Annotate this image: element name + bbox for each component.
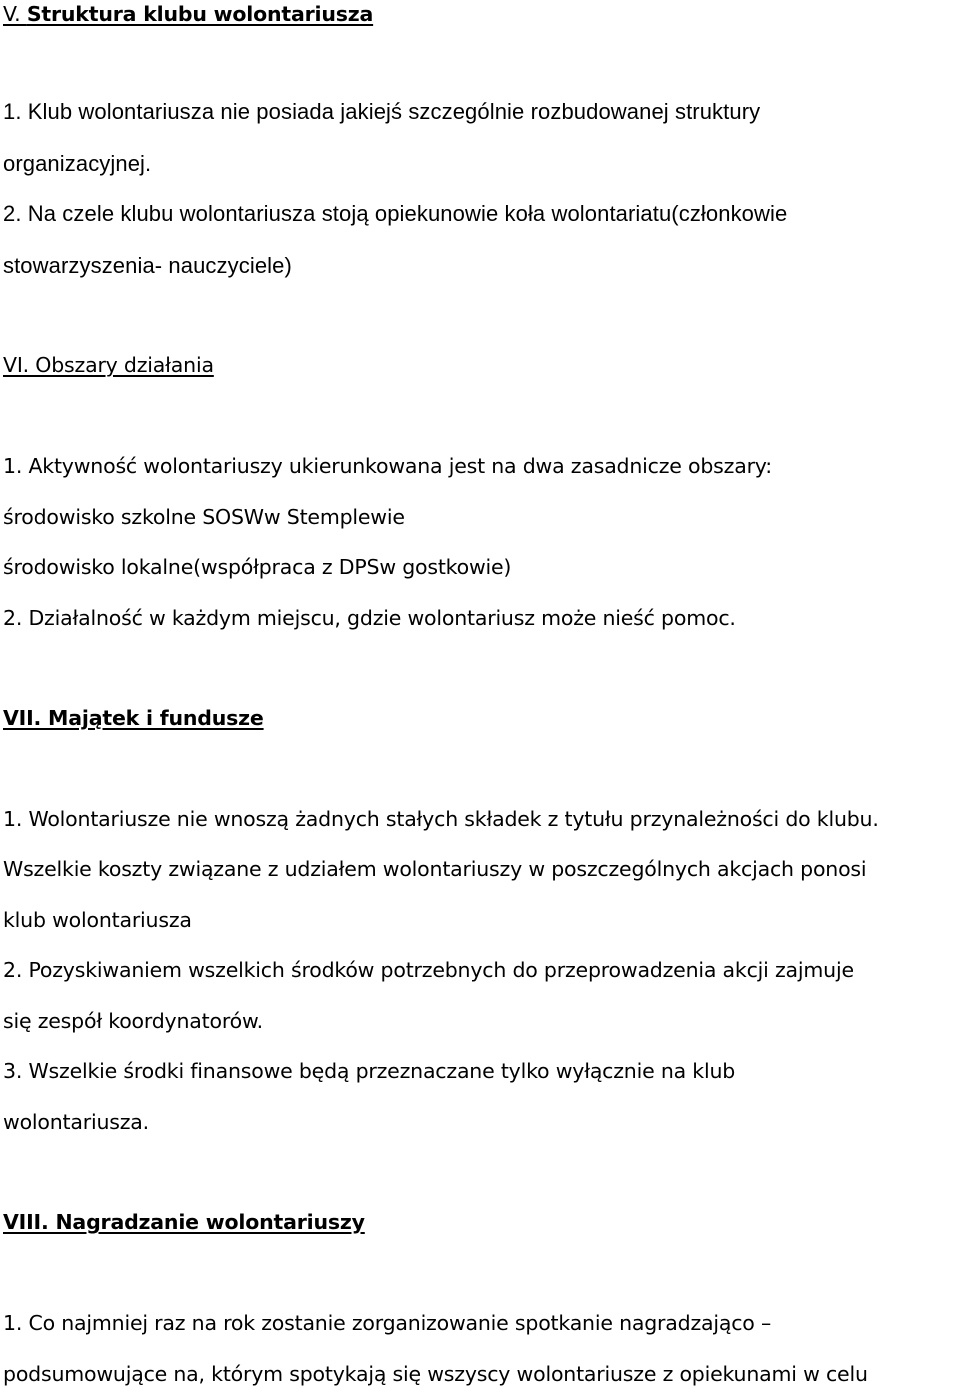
section-vi-line-2: środowisko szkolne SOSWw Stemplewie bbox=[3, 505, 405, 529]
section-vii-line-5: się zespół koordynatorów. bbox=[3, 1009, 263, 1033]
section-vii-line-7: wolontariusza. bbox=[3, 1110, 149, 1134]
section-vi-line-4: 2. Działalność w każdym miejscu, gdzie wolontariusz może nieść pomoc. bbox=[3, 606, 736, 630]
section-viii-line-2: podsumowujące na, którym spotykają się wszyscy wolontariusze z opiekunami w celu bbox=[3, 1362, 868, 1386]
section-vii-heading: VII. Majątek i fundusze bbox=[3, 706, 264, 730]
section-v-line-2: organizacyjnej. bbox=[3, 151, 152, 176]
section-vii-line-4: 2. Pozyskiwaniem wszelkich środków potrzebnych do przeprowadzenia akcji zajmuje bbox=[3, 958, 854, 982]
section-vi-heading: VI. Obszary działania bbox=[3, 353, 214, 377]
section-v-line-1: 1. Klub wolontariusza nie posiada jakiejś szczególnie rozbudowanej struktury bbox=[3, 99, 761, 124]
section-v-line-3: 2. Na czele klubu wolontariusza stoją opiekunowie koła wolontariatu(członkowie bbox=[3, 201, 788, 226]
section-vii-line-6: 3. Wszelkie środki finansowe będą przeznaczane tylko wyłącznie na klub bbox=[3, 1059, 736, 1083]
section-v-number: V. bbox=[3, 2, 21, 26]
section-viii-line-1: 1. Co najmniej raz na rok zostanie zorganizowanie spotkanie nagradzająco – bbox=[3, 1311, 772, 1335]
section-vii-line-1: 1. Wolontariusze nie wnoszą żadnych stałych składek z tytułu przynależności do klubu. bbox=[3, 807, 879, 831]
section-v-heading bbox=[3, 0, 373, 28]
section-vi-line-1: 1. Aktywność wolontariuszy ukierunkowana jest na dwa zasadnicze obszary: bbox=[3, 454, 772, 478]
section-vii-line-3: klub wolontariusza bbox=[3, 908, 192, 932]
section-v-title: Struktura klubu wolontariusza bbox=[26, 2, 374, 26]
section-v-line-4: stowarzyszenia- nauczyciele) bbox=[3, 253, 292, 278]
section-viii-heading: VIII. Nagradzanie wolontariuszy bbox=[3, 1210, 365, 1234]
section-vi-line-3: środowisko lokalne(współpraca z DPSw gostkowie) bbox=[3, 555, 512, 579]
section-vii-line-2: Wszelkie koszty związane z udziałem wolontariuszy w poszczególnych akcjach ponosi bbox=[3, 857, 867, 881]
